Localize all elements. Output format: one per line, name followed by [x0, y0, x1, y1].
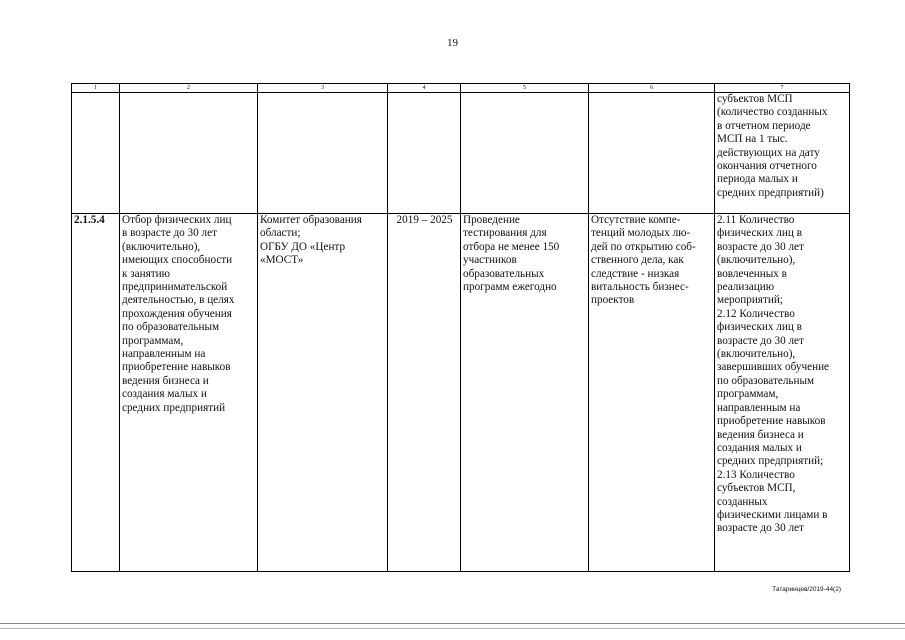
text-line: создания малых и [122, 388, 207, 401]
text-line: 2.13 Количество [717, 468, 795, 481]
empty-cell [388, 93, 461, 214]
text-line: деятельностью, в целях [122, 294, 235, 307]
text-line: направленным на [122, 348, 206, 361]
column-number: 6 [589, 84, 715, 93]
text-line: вовлеченных в [717, 267, 787, 280]
text-line: предпринимательской [122, 281, 228, 294]
text-line: отбора не менее 150 [463, 240, 560, 253]
text-line: ственного дела, как [591, 254, 684, 267]
text-line: «МОСТ» [260, 254, 304, 267]
scan-edge-line [0, 628, 905, 629]
text-line: образовательных [463, 267, 545, 280]
column-number: 7 [715, 84, 850, 93]
empty-cell [120, 93, 258, 214]
related-indicators [715, 214, 850, 572]
text-line: направленным на [717, 401, 801, 414]
empty-cell [72, 93, 120, 214]
responsible-executors [258, 214, 388, 572]
text-line: (включительно), [717, 254, 796, 267]
measure-description [120, 214, 258, 572]
text-line: программам, [122, 334, 184, 347]
measures-table [71, 83, 850, 572]
text-line: приобретение навыков [717, 415, 826, 428]
text-line: (количество созданных [717, 106, 828, 119]
text-line: Проведение [463, 214, 520, 226]
empty-cell [461, 93, 589, 214]
text-line: ведения бизнеса и [122, 374, 209, 387]
text-line: участников [463, 254, 517, 267]
text-line: следствие - низкая [591, 267, 680, 280]
text-line: тенций молодых лю- [591, 227, 691, 240]
text-line: имеющих способности [122, 254, 233, 267]
text-line: в отчетном периоде [717, 119, 811, 132]
text-line: реализацию [717, 281, 775, 294]
text-line: окончания отчетного [717, 160, 817, 173]
text-line: действующих на дату [717, 146, 820, 159]
text-line: ОГБУ ДО «Центр [260, 240, 346, 253]
column-number-row [72, 84, 850, 93]
text-line: прохождения обучения [122, 307, 232, 320]
text-line: программам, [717, 388, 779, 401]
text-line: витальность бизнес- [591, 281, 689, 294]
empty-cell [258, 93, 388, 214]
text-line: 2.12 Количество [717, 307, 795, 320]
text-line: к занятию [122, 267, 170, 280]
table-row-continuation [72, 93, 850, 214]
indicator-cell [715, 93, 850, 214]
text-line: субъектов МСП [717, 93, 793, 105]
text-line: возрасте до 30 лет [717, 522, 804, 535]
implementation-period: 2019 – 2025 [388, 214, 461, 572]
text-line: возрасте до 30 лет [717, 334, 804, 347]
text-line: средних предприятий) [717, 186, 824, 199]
table-row-2-1-5-4 [72, 214, 850, 572]
text-line: (включительно), [717, 348, 796, 361]
text-line: области; [260, 227, 301, 240]
text-line: физическими лицами в [717, 508, 828, 521]
consequences-of-non-implementation [589, 214, 715, 572]
text-line: по образовательным [122, 321, 220, 334]
page-number: 19 [447, 37, 458, 49]
text-line: созданных [717, 495, 768, 508]
text-line: создания малых и [717, 441, 802, 454]
column-number: 4 [388, 84, 461, 93]
text-line: мероприятий; [717, 294, 783, 307]
column-number: 3 [258, 84, 388, 93]
expected-result [461, 214, 589, 572]
text-line: субъектов МСП, [717, 482, 796, 495]
scan-edge-line [0, 623, 905, 624]
column-number: 5 [461, 84, 589, 93]
text-line: Отсутствие компе- [591, 214, 681, 226]
text-line: завершивших обучение [717, 361, 830, 374]
text-line: приобретение навыков [122, 361, 231, 374]
empty-cell [589, 93, 715, 214]
text-line: (включительно), [122, 240, 201, 253]
measure-number: 2.1.5.4 [72, 214, 120, 572]
text-line: ведения бизнеса и [717, 428, 804, 441]
text-line: проектов [591, 294, 635, 307]
text-line: в возрасте до 30 лет [122, 227, 217, 240]
text-line: Отбор физических лиц [122, 214, 232, 226]
text-line: МСП на 1 тыс. [717, 133, 788, 146]
text-line: программ ежегодно [463, 281, 557, 294]
text-line: физических лиц в [717, 227, 802, 240]
text-line: дей по открытию соб- [591, 240, 696, 253]
text-line: физических лиц в [717, 321, 802, 334]
text-line: по образовательным [717, 374, 815, 387]
text-line: периода малых и [717, 173, 798, 186]
document-code: Татаринцев/2019-44(2) [772, 586, 841, 593]
text-line: тестирования для [463, 227, 547, 240]
text-line: возрасте до 30 лет [717, 240, 804, 253]
column-number: 2 [120, 84, 258, 93]
text-line: Комитет образования [260, 214, 362, 226]
column-number: 1 [72, 84, 120, 93]
text-line: средних предприятий [122, 401, 226, 414]
text-line: 2.11 Количество [717, 214, 795, 226]
text-line: средних предприятий; [717, 455, 824, 468]
